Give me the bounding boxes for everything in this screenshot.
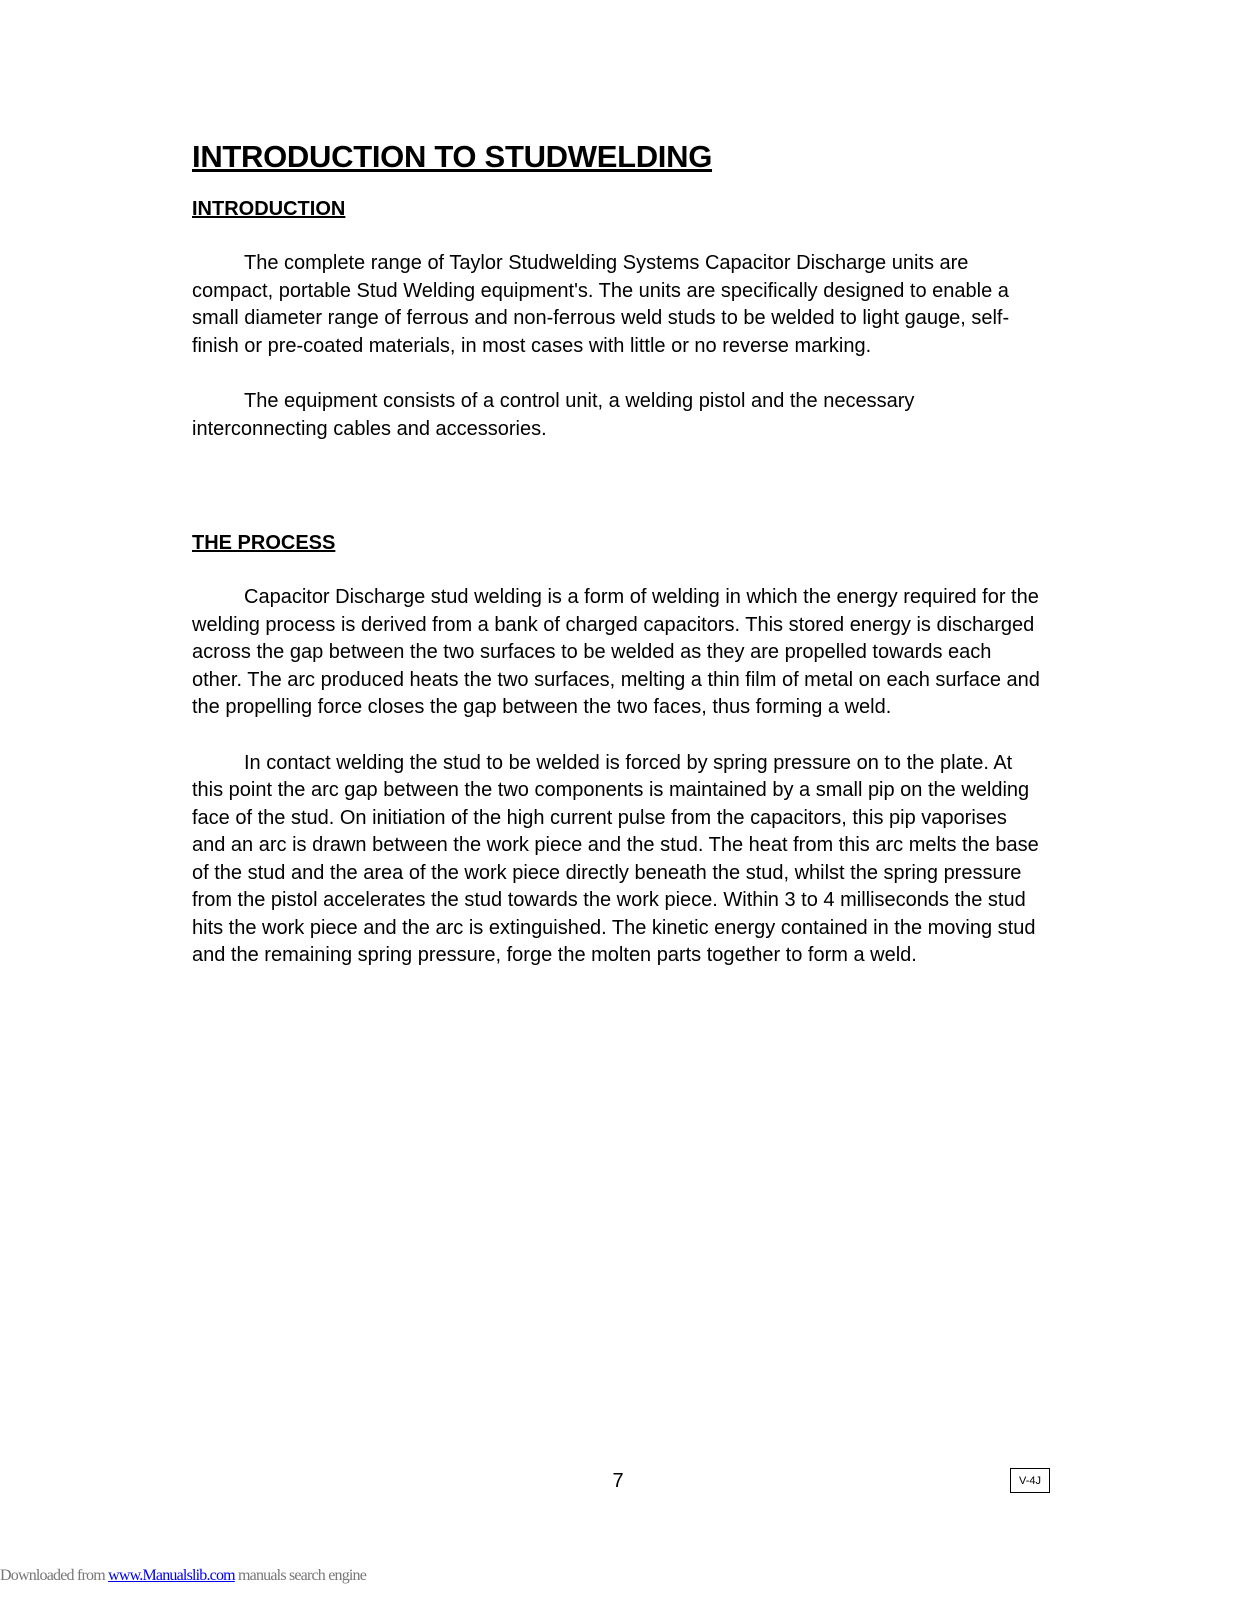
version-code-badge: V-4J <box>1010 1468 1050 1493</box>
paragraph-process-1: Capacitor Discharge stud welding is a form of welding in which the energy required for the welding process is derived from a bank of charged capacitors. This stored energy is discharged across the gap between the two surfaces to be welded as they are propelled towards each other. The arc produced heats the two surfaces, melting a thin film of metal on each surface and the propelling force closes the gap between the two faces, thus forming a weld. <box>192 586 1040 719</box>
paragraph-process-2: In contact welding the stud to be welded is forced by spring pressure on to the plate. At this point the arc gap between the two components is maintained by a small pip on the welding face of the stud. On initiation of the high current pulse from the capacitors, this pip vaporises and an arc is drawn between the work piece and the stud. The heat from this arc melts the base of the stud and the area of the work piece directly beneath the stud, whilst the spring pressure from the pistol accelerates the stud towards the work piece. Within 3 to 4 milliseconds the stud hits the work piece and the arc is extinguished. The kinetic energy contained in the moving stud and the remaining spring pressure, forge the molten parts together to form a weld. <box>192 751 1039 967</box>
document-body <box>192 138 1042 970</box>
page-number: 7 <box>612 1470 624 1492</box>
footer-prefix: Downloaded from <box>0 1567 109 1584</box>
download-footer <box>0 1567 366 1585</box>
manualslib-link[interactable]: www.Manualslib.com <box>108 1567 235 1584</box>
footer-suffix: manuals search engine <box>234 1567 367 1584</box>
document-title: INTRODUCTION TO STUDWELDING <box>192 139 713 174</box>
paragraph-introduction-2: The equipment consists of a control unit, a welding pistol and the necessary interconnecting cables and accessories. <box>192 390 915 440</box>
paragraph-introduction-1: The complete range of Taylor Studwelding Systems Capacitor Discharge units are compact, portable Stud Welding equipment's. The units are specifically designed to enable a small diameter range of ferrous and non-ferrous weld studs to be welded to light gauge, self-finish or pre-coated materials, in most cases with little or no reverse marking. <box>192 252 1010 357</box>
section-heading-process: THE PROCESS <box>192 532 336 555</box>
section-heading-introduction: INTRODUCTION <box>192 198 346 221</box>
